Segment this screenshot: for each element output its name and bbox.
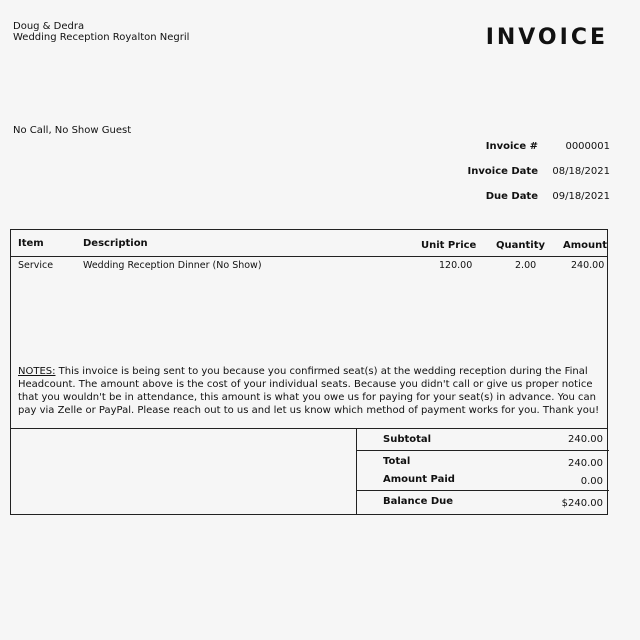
total-value: 240.00 <box>568 458 603 469</box>
notes <box>18 365 603 417</box>
document-title: INVOICE <box>485 25 608 50</box>
total-label: Total <box>383 456 411 467</box>
sender-block <box>13 21 189 43</box>
due-date-row <box>486 191 610 202</box>
header-divider <box>11 256 607 257</box>
row-quantity: 2.00 <box>515 260 537 271</box>
subtotal-divider <box>357 450 609 451</box>
row-unit-price: 120.00 <box>439 260 473 271</box>
bill-to: No Call, No Show Guest <box>13 125 132 136</box>
sender-name: Doug & Dedra <box>13 21 85 32</box>
notes-text: This invoice is being sent to you because you confirmed seat(s) at the wedding reception during the Final Headcount. The amount above is the cost of your individual seats. Because you didn't call or give us proper notice that you wouldn't be in attendance, this amount is what you owe us for paying for your seat(s) in advance. You can pay via Zelle or PayPal. Please reach out to us and let us know which method of payment works for you. Thank you! <box>18 366 600 416</box>
invoice-date-label: Invoice Date <box>467 166 538 177</box>
header-unit-price: Unit Price <box>421 240 477 251</box>
invoice-number-row <box>486 141 610 152</box>
balance-divider <box>357 490 609 491</box>
subtotal-value: 240.00 <box>568 434 603 445</box>
invoice-date-value: 08/18/2021 <box>552 166 610 177</box>
header-description: Description <box>83 238 148 249</box>
due-date-label: Due Date <box>485 191 538 202</box>
totals-box <box>356 428 609 515</box>
amount-paid-value: 0.00 <box>580 476 603 487</box>
invoice-date-row <box>468 166 610 177</box>
invoice-table <box>10 229 608 515</box>
header-amount: Amount <box>563 240 608 251</box>
balance-due-label: Balance Due <box>383 496 454 507</box>
subtotal-label: Subtotal <box>383 434 432 445</box>
due-date-value: 09/18/2021 <box>552 191 610 202</box>
balance-due-value: $240.00 <box>561 498 603 509</box>
row-item: Service <box>18 260 54 271</box>
header-quantity: Quantity <box>496 240 545 251</box>
notes-label: NOTES: <box>18 366 56 377</box>
row-description: Wedding Reception Dinner (No Show) <box>83 260 262 271</box>
sender-event: Wedding Reception Royalton Negril <box>13 32 190 43</box>
amount-paid-label: Amount Paid <box>383 474 455 485</box>
invoice-number-label: Invoice # <box>485 141 538 152</box>
row-amount: 240.00 <box>571 260 605 271</box>
header-item: Item <box>18 238 44 249</box>
invoice-number-value: 0000001 <box>565 141 610 152</box>
